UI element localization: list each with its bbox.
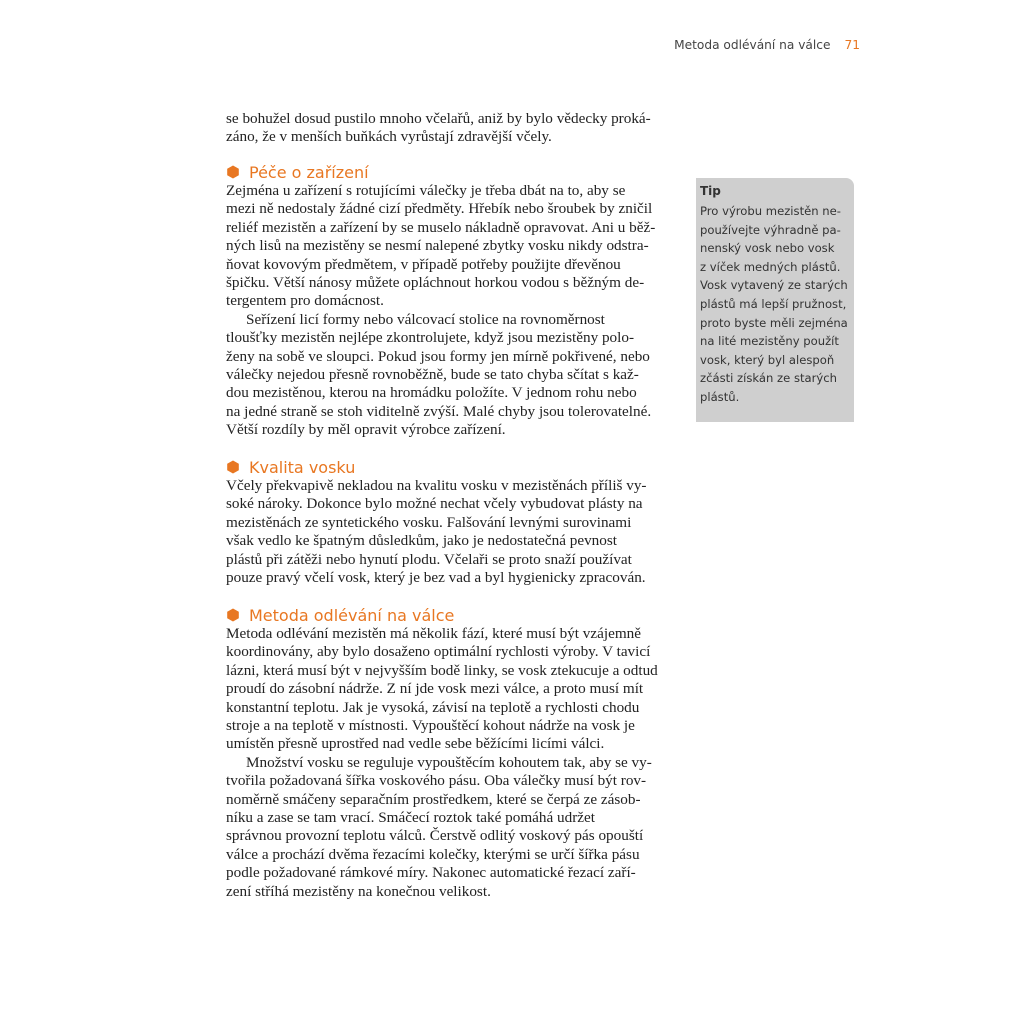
paragraph-line: Množství vosku se reguluje vypouštěcím kohoutem tak, aby se vy- [246,753,652,771]
section-heading-kvalita [226,458,355,478]
tip-line: na lité mezistěny použít [700,334,839,349]
tip-line: Vosk vytavený ze starých [700,278,848,293]
tip-title: Tip [700,184,721,198]
paragraph-line: reliéf mezistěn a zařízení by se muselo nákladně opravovat. Ani u běž- [226,218,656,236]
paragraph-line: níku a zase se tam vrací. Smáčecí roztok také pomáhá udržet [226,809,595,826]
paragraph-line: však vedlo ke špatným důsledkům, jako je nedostatečná pevnost [226,532,617,550]
paragraph-line: válce a prochází dvěma řezacími kolečky, kterými se určí šířka pásu [226,845,640,863]
running-head [640,38,860,52]
tip-line: Pro výrobu mezistěn ne- [700,204,841,218]
paragraph-line: plástů při zátěži nebo hynutí plodu. Včelaři se proto snaží používat [226,550,632,568]
paragraph-line: mezi ně nedostaly žádné cizí předměty. Hřebík nebo šroubek by zničil [226,200,653,218]
paragraph-line: ňovat kovovým předmětem, v případě potřeby použijte dřevěnou [226,255,621,273]
paragraph-line: koordinovány, aby bylo dosaženo optimální rychlosti výroby. V tavicí [226,643,651,661]
paragraph-line: pouze pravý včelí vosk, který je bez vad a byl hygienicky zpracován. [226,569,646,586]
paragraph-line: válečky nejedou přesně rovnoběžně, bude se tato chyba sčítat s kaž- [226,366,639,383]
tip-line: zčásti získán ze starých [700,371,837,386]
tip-line: proto byste měli zejména [700,315,848,330]
page-number: 71 [844,38,860,52]
paragraph-line: Větší rozdíly by měl opravit výrobce zařízení. [226,421,506,439]
paragraph-line: umístěn přesně uprostřed nad vedle sebe běžícími licími válci. [226,735,605,753]
hexagon-bullet-icon [226,460,240,474]
paragraph-line: noměrně smáčeny separačním prostředkem, které se čerpá ze zásob- [226,790,641,808]
paragraph-line: tloušťky mezistěn nejlépe zkontrolujete, když jsou mezistěny polo- [226,329,635,347]
tip-line: z víček medných plástů. [700,259,841,274]
tip-line: vosk, který byl alespoň [700,352,835,367]
paragraph-line: konstantní teplotu. Jak je vysoká, závisí na teplotě a rychlosti chodu [226,698,640,716]
section-heading-metoda [226,606,454,626]
paragraph-line: tergentem pro domácnost. [226,292,384,310]
tip-line: nenský vosk nebo vosk [700,241,835,256]
paragraph-line: soké nároky. Dokonce bylo možné nechat včely vybudovat plásty na [226,495,643,513]
paragraph-line: tvořila požadovaná šířka voskového pásu. Oba válečky musí být rov- [226,772,647,790]
paragraph-line: špičku. Větší nánosy můžete opláchnout horkou vodou s běžným de- [226,274,645,291]
paragraph-line: lázni, která musí být v nejvyšším bodě linky, se vosk ztekucuje a odtud [226,661,658,679]
paragraph-line: zení stříhá mezistěny na konečnou velikost. [226,882,491,900]
tip-line: používejte výhradně pa- [700,222,841,237]
paragraph-line: správnou provozní teplotu válců. Čerstvě odlitý voskový pás opouští [226,827,644,845]
paragraph-line: podle požadované rámkové míry. Nakonec automatické řezací zaří- [226,864,636,882]
hexagon-bullet-icon [226,608,240,622]
section-heading-text: Metoda odlévání na válce [249,606,455,625]
paragraph-line: Včely překvapivě nekladou na kvalitu vosku v mezistěnách příliš vy- [226,477,647,494]
section-heading-text: Kvalita vosku [249,458,356,477]
paragraph-line: stroje a na teplotě v místnosti. Vypouštěcí kohout nádrže na vosk je [226,717,635,734]
paragraph-line: mezistěnách ze syntetického vosku. Falšování levnými surovinami [226,513,632,531]
paragraph-line: Zejména u zařízení s rotujícími válečky je třeba dbát na to, aby se [226,182,626,199]
paragraph-line: proudí do zásobní nádrže. Z ní jde vosk mezi válce, a proto musí mít [226,680,644,698]
paragraph-line: ných lisů na mezistěny se nesmí nalepené zbytky vosku nikdy odstra- [226,237,649,255]
section-heading-text: Péče o zařízení [249,163,369,182]
section-heading-pece [226,163,369,183]
paragraph-line: Metoda odlévání mezistěn má několik fází, které musí být vzájemně [226,625,641,642]
tip-line: plástů. [700,390,740,404]
running-head-title: Metoda odlévání na válce [674,38,831,52]
paragraph-line: dou mezistěnou, kterou na hromádku položíte. V jednom rohu nebo [226,384,637,402]
intro-line: se bohužel dosud pustilo mnoho včelařů, aniž by bylo vědecky proká- [226,110,651,127]
hexagon-bullet-icon [226,165,240,179]
paragraph-line: na jedné straně se stoh viditelně zvýší. Malé chyby jsou tolerovatelné. [226,402,652,420]
paragraph-line: Seřízení licí formy nebo válcovací stolice na rovnoměrnost [246,310,605,328]
tip-line: plástů má lepší pružnost, [700,297,847,311]
tip-box [696,178,854,422]
paragraph-line: ženy na sobě ve sloupci. Pokud jsou formy jen mírně pokřivené, nebo [226,347,650,365]
intro-line: záno, že v menších buňkách vyrůstají zdravější včely. [226,128,552,146]
